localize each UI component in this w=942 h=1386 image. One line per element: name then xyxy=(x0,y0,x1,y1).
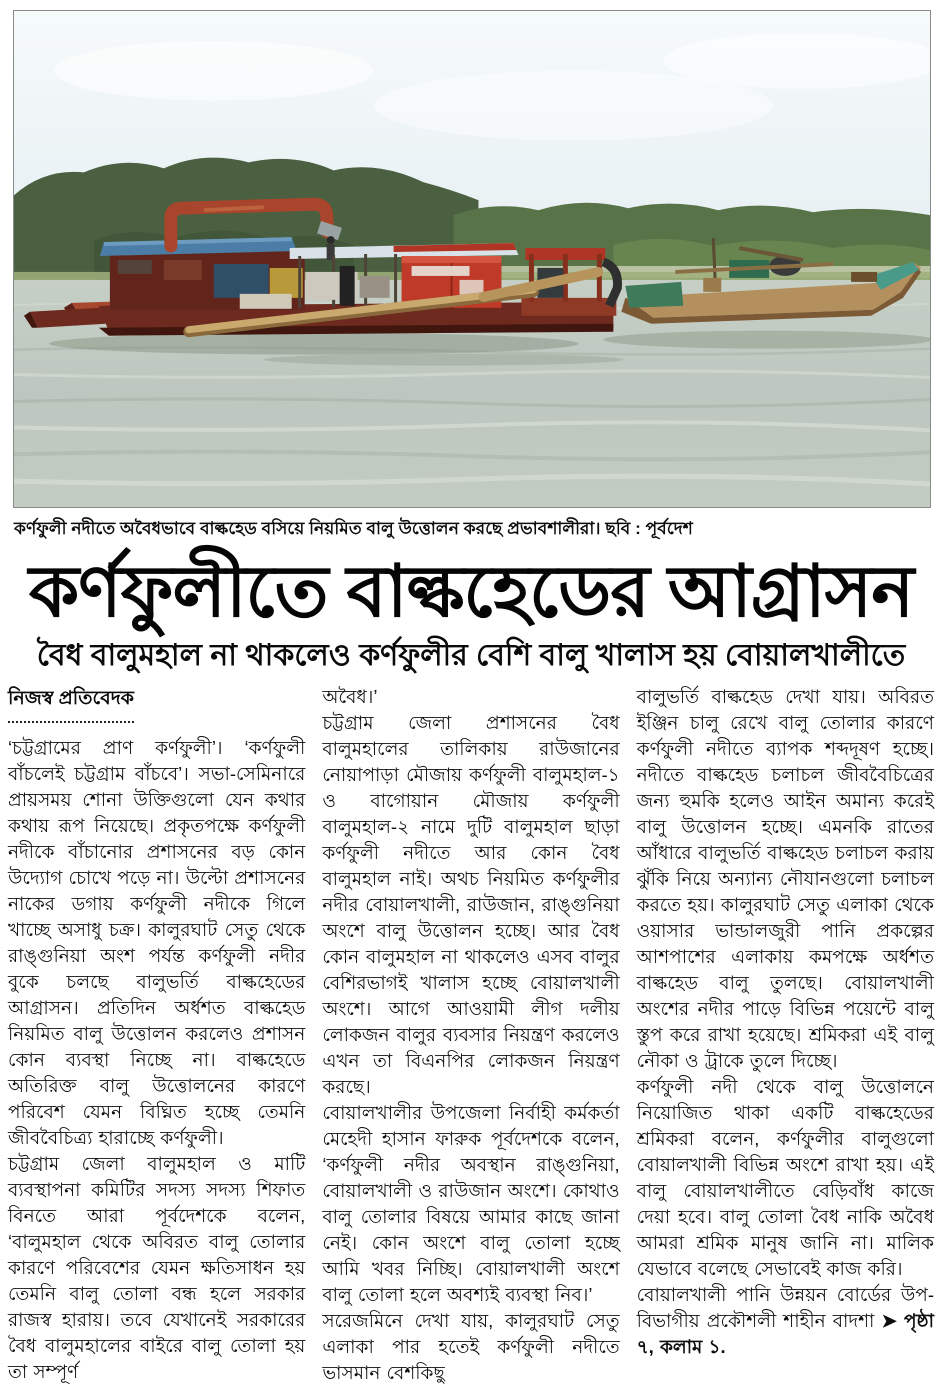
paragraph: বোয়ালখালীর উপজেলা নির্বাহী কর্মকর্তা মেহেদী হাসান ফারুক পূর্বদেশকে বলেন, ‘কর্ণফুলী নদীর অবস্থান রাঙ্গুনিয়া, বোয়ালখালী ও রাউজান অংশে। কোথাও বালু তোলার বিষয়ে আমার কাছে জানা নেই। কোন অংশে বালু তোলা হচ্ছে আমি খবর নিচ্ছি। বোয়ালখালী অংশে বালু তোলা হলে অবশ্যই ব্যবস্থা নিব।’ xyxy=(322,1102,620,1306)
column-2 xyxy=(322,684,619,1386)
paragraph: চট্টগ্রাম জেলা প্রশাসনের বৈধ বালুমহালের তালিকায় রাউজানের নোয়াপাড়া মৌজায় কর্ণফুলী বালুমহাল-১ ও বাগোয়ান মৌজায় কর্ণফুলী বালুমহাল-২ নামে দুটি বালুমহাল ছাড়া কর্ণফুলী নদীতে আর কোন বৈধ বালুমহাল নাই। অথচ নিয়মিত কর্ণফুলীর নদীর বোয়ালখালী, রাউজান, রাঙ্গুনিয়া অংশে বালু উত্তোলন হচ্ছে। আর বৈধ কোন বালুমহাল না থাকলেও এসব বালুর বেশিরভাগই খালাস হচ্ছে বোয়ালখালী অংশে। আগে আওয়ামী লীগ দলীয় লোকজন বালুর ব্যবসার নিয়ন্ত্রণ করলেও এখন তা বিএনপির লোকজন নিয়ন্ত্রণ করছে। xyxy=(322,712,620,1098)
headline: কর্ণফুলীতে বাল্কহেডের আগ্রাসন xyxy=(28,552,914,632)
byline: নিজস্ব প্রতিবেদক xyxy=(8,684,134,723)
article-body xyxy=(6,684,936,1386)
paragraph: অবৈধ।’ xyxy=(322,686,378,708)
column-3 xyxy=(637,684,934,1386)
jump-arrow-icon: ➤ xyxy=(881,1310,904,1332)
paragraph: কর্ণফুলী নদী থেকে বালু উত্তোলনে নিয়োজিত থাকা একটি বাল্কহেডের শ্রমিকরা বলেন, কর্ণফুলীর বালুগুলো বোয়ালখালী বিভিন্ন অংশে রাখা হয়। এই বালু বোয়ালখালীতে বেড়িবাঁধ কাজে দেয়া হবে। বালু তোলা বৈধ নাকি অবৈধ আমরা শ্রমিক মানুষ জানি না। মালিক যেভাবে বলেছে সেভাবেই কাজ করি। xyxy=(636,1076,934,1280)
closing-paragraph xyxy=(637,1282,934,1360)
photo-caption: কর্ণফুলী নদীতে অবৈধভাবে বাল্কহেড বসিয়ে নিয়মিত বালু উত্তোলন করছে প্রভাবশালীরা। ছবি : পূর্বদেশ xyxy=(14,519,693,538)
paragraph: বালুভর্তি বাল্কহেড দেখা যায়। অবিরত ইঞ্জিন চালু রেখে বালু তোলার কারণে কর্ণফুলী নদীতে ব্যাপক শব্দদূষণ হচ্ছে। নদীতে বাল্কহেড চলাচল জীববৈচিত্রের জন্য হুমকি হলেও আইন অমান্য করেই বালু উত্তোলন হচ্ছে। এমনকি রাতের আঁধারে বালুভর্তি বাল্কহেড চলাচল করায় ঝুঁকি নিয়ে অন্যান্য নৌযানগুলো চলাচল করতে হয়। কালুরঘাট সেতু এলাকা থেকে ওয়াসার ভান্ডালজুরী পানি প্রকল্পের আশপাশের এলাকায় কমপক্ষে অর্ধশত বাল্কহেড বালু তুলছে। বোয়ালখালী অংশের নদীর পাড়ে বিভিন্ন পয়েন্টে বালু স্তুপ করে রাখা হয়েছে। শ্রমিকরা এই বালু নৌকা ও ট্রাকে তুলে দিচ্ছে। xyxy=(636,686,934,1072)
subheadline: বৈধ বালুমহাল না থাকলেও কর্ণফুলীর বেশি বালু খালাস হয় বোয়ালখালীতে xyxy=(36,638,906,672)
paragraph: চট্টগ্রাম জেলা বালুমহাল ও মাটি ব্যবস্থাপনা কমিটির সদস্য সদস্য শিফাত বিনতে আরা পূর্বদেশকে বলেন, ‘বালুমহাল থেকে অবিরত বালু তোলার কারণে পরিবেশের যেমন ক্ষতিসাধন হয় তেমনি বালু তোলা বন্ধ হলে সরকার রাজস্ব হারায়। তবে যেখানেই সরকারের বৈধ বালুমহালের বাইরে বালু তোলা হয় তা সম্পূর্ণ xyxy=(8,1153,306,1383)
jump-reference: পৃষ্ঠা ৭, কলাম ১. xyxy=(636,1310,934,1358)
paragraph: সরেজমিনে দেখা যায়, কালুরঘাট সেতু এলাকা পার হতেই কর্ণফুলী নদীতে ভাসমান বেশকিছু xyxy=(322,1310,620,1384)
closing-lead: বোয়ালখালী পানি উন্নয়ন বোর্ডের উপ-বিভাগীয় প্রকৌশলী শাহীন বাদশা xyxy=(636,1284,934,1332)
article-photo xyxy=(13,10,931,508)
column-1 xyxy=(8,684,305,1386)
river-dredger-scene xyxy=(14,11,930,507)
paragraph: ‘চট্টগ্রামের প্রাণ কর্ণফুলী’। ‘কর্ণফুলী বাঁচলেই চট্টগ্রাম বাঁচবে’। সভা-সেমিনারে প্রায়সময় শোনা উক্তিগুলো যেন কথার কথায় রূপ নিয়েছে। প্রকৃতপক্ষে কর্ণফুলী নদীকে বাঁচানোর প্রশাসনের বড় কোন উদ্যোগ চোখে পড়ে না। উল্টো প্রশাসনের নাকের ডগায় কর্ণফুলী নদীকে গিলে খাচ্ছে অসাধু চক্র। কালুরঘাট সেতু থেকে রাঙ্গুনিয়া অংশ পর্যন্ত কর্ণফুলী নদীর বুকে চলছে বালুভর্তি বাল্কহেডের আগ্রাসন। প্রতিদিন অর্ধশত বাল্কহেড নিয়মিত বালু উত্তোলন করলেও প্রশাসন কোন ব্যবস্থা নিচ্ছে না। বাল্কহেডে অতিরিক্ত বালু উত্তোলনের কারণে পরিবেশ যেমন বিঘ্নিত হচ্ছে তেমনি জীববৈচিত্র্য হারাচ্ছে কর্ণফুলী। xyxy=(8,737,306,1149)
